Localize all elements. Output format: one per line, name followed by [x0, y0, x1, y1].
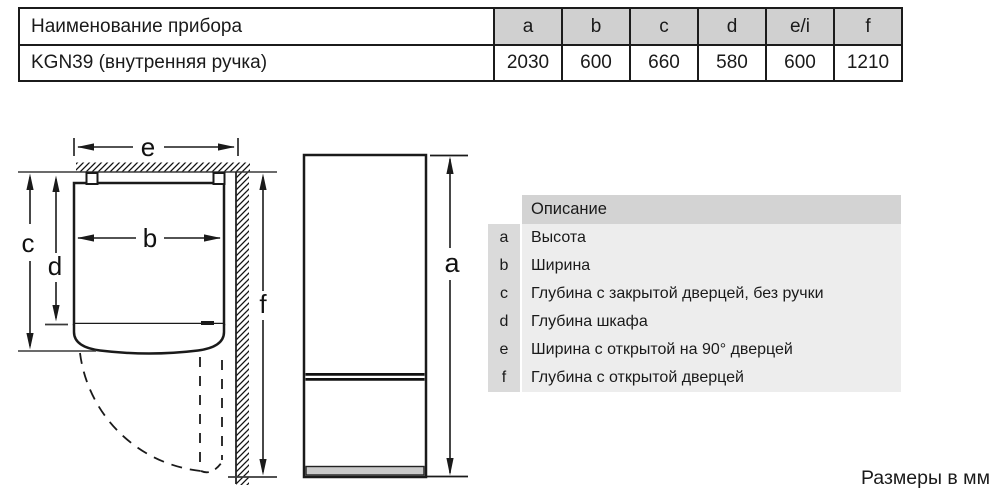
dim-label-c: c — [21, 228, 35, 258]
legend-key-a: a — [488, 224, 520, 252]
value-f: 1210 — [834, 45, 902, 81]
dimension-e — [74, 132, 238, 162]
door-closed — [74, 324, 224, 354]
door-swing-arc — [80, 353, 201, 471]
legend-key-f: f — [488, 364, 520, 392]
value-d: 580 — [698, 45, 766, 81]
dimension-a — [426, 156, 468, 477]
legend-row-a — [488, 224, 901, 252]
legend-header-row — [488, 195, 901, 224]
table-name-header: Наименование прибора — [19, 8, 494, 45]
dimension-d — [45, 176, 68, 325]
dim-label-d: d — [47, 251, 63, 281]
value-c: 660 — [630, 45, 698, 81]
plinth — [306, 467, 424, 476]
dim-label-a: a — [444, 248, 460, 278]
column-header-a: a — [494, 8, 562, 45]
legend-key-e: e — [488, 336, 520, 364]
value-a: 2030 — [494, 45, 562, 81]
top-view-diagram — [18, 132, 277, 485]
dimension-table — [18, 7, 903, 82]
wall-right-hatch — [236, 172, 249, 485]
legend-row-b — [488, 252, 901, 280]
column-header-ei: e/i — [766, 8, 834, 45]
model-name-cell: KGN39 (внутренняя ручка) — [19, 45, 494, 81]
legend-header-spacer — [488, 195, 520, 224]
dimension-table-header-row — [19, 8, 902, 45]
hinge-right — [214, 173, 225, 184]
dimension-table-data-row — [19, 45, 902, 81]
legend-row-f — [488, 364, 901, 392]
hinge-left — [87, 173, 98, 184]
units-note: Размеры в мм — [860, 467, 990, 489]
dimension-diagram — [0, 120, 500, 501]
legend-desc-e: Ширина с открытой на 90° дверцей — [522, 336, 901, 364]
column-header-d: d — [698, 8, 766, 45]
column-header-f: f — [834, 8, 902, 45]
value-ei: 600 — [766, 45, 834, 81]
legend-key-c: c — [488, 280, 520, 308]
legend-desc-d: Глубина шкафа — [522, 308, 901, 336]
dimension-table-wrap — [18, 7, 903, 82]
legend-key-b: b — [488, 252, 520, 280]
dim-label-b: b — [142, 223, 158, 253]
door-open-bottom-edge — [201, 462, 222, 472]
legend-row-d — [488, 308, 901, 336]
legend-header-label: Описание — [522, 195, 901, 224]
column-header-c: c — [630, 8, 698, 45]
dim-label-e: e — [140, 132, 156, 162]
fridge-front-outline — [304, 155, 426, 477]
fridge-body-top-view — [74, 183, 224, 324]
value-b: 600 — [562, 45, 630, 81]
legend-key-d: d — [488, 308, 520, 336]
legend-desc-b: Ширина — [522, 252, 901, 280]
legend-desc-a: Высота — [522, 224, 901, 252]
front-view-diagram — [304, 155, 468, 477]
legend-table — [488, 195, 901, 392]
legend-desc-f: Глубина с открытой дверцей — [522, 364, 901, 392]
column-header-b: b — [562, 8, 630, 45]
legend-desc-c: Глубина с закрытой дверцей, без ручки — [522, 280, 901, 308]
legend-row-e — [488, 336, 901, 364]
legend-row-c — [488, 280, 901, 308]
wall-top-hatch — [76, 163, 250, 173]
dim-label-f: f — [259, 289, 267, 319]
